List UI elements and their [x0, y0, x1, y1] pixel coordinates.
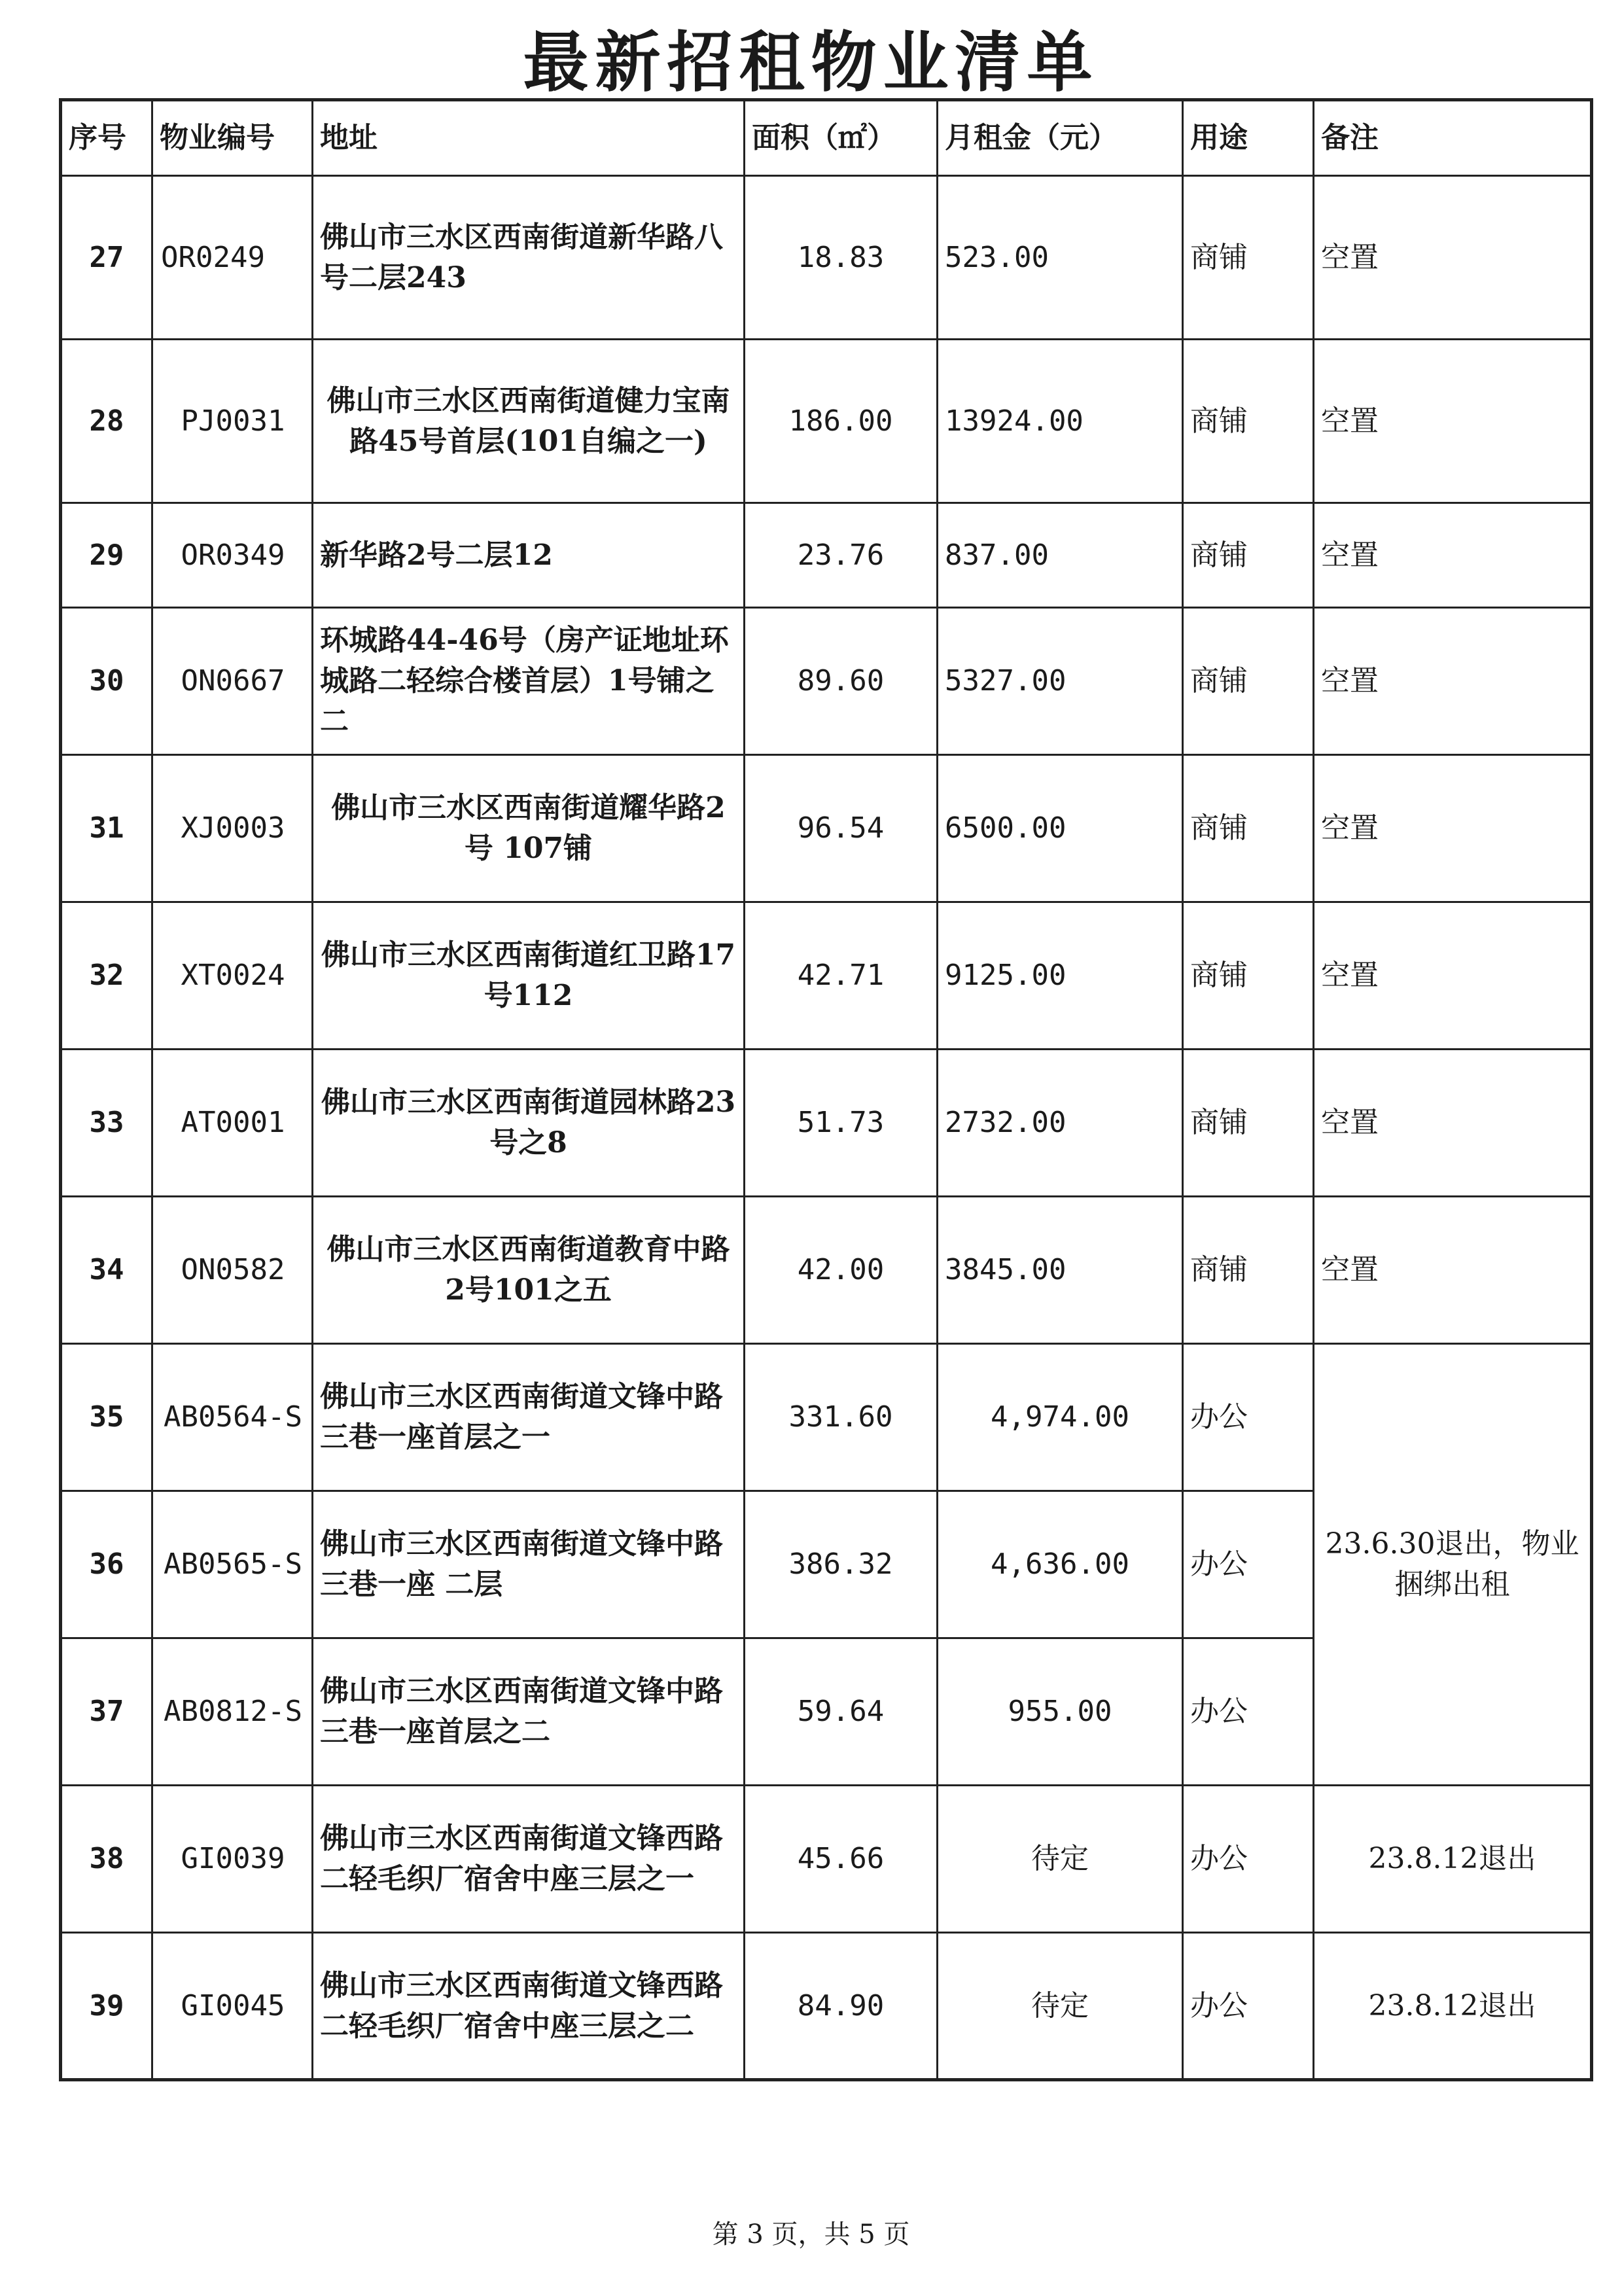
row-no: 37 [61, 1638, 152, 1786]
row-no: 34 [61, 1197, 152, 1344]
row-note: 空置 [1314, 1197, 1592, 1344]
row-area: 186.00 [745, 340, 938, 503]
table-row [61, 1197, 1592, 1344]
row-no: 30 [61, 608, 152, 755]
table-row [61, 340, 1592, 503]
row-use: 商铺 [1183, 340, 1314, 503]
row-note: 空置 [1314, 608, 1592, 755]
page-title: 最新招租物业清单 [523, 24, 1099, 101]
row-no: 28 [61, 340, 152, 503]
header-area: 面积（㎡） [745, 100, 938, 176]
row-rent: 13924.00 [938, 340, 1183, 503]
row-area: 18.83 [745, 176, 938, 340]
row-use: 办公 [1183, 1491, 1314, 1638]
row-code: AB0812-S [152, 1638, 313, 1786]
row-area: 23.76 [745, 503, 938, 608]
row-rent: 待定 [938, 1933, 1183, 2080]
row-no: 35 [61, 1344, 152, 1491]
row-note: 23.8.12退出 [1314, 1786, 1592, 1933]
row-use: 办公 [1183, 1638, 1314, 1786]
row-note: 空置 [1314, 176, 1592, 340]
row-use: 商铺 [1183, 176, 1314, 340]
header-use: 用途 [1183, 100, 1314, 176]
header-rent: 月租金（元） [938, 100, 1183, 176]
table-header-row [61, 100, 1592, 176]
row-rent: 523.00 [938, 176, 1183, 340]
table-row [61, 608, 1592, 755]
row-use: 商铺 [1183, 1197, 1314, 1344]
row-address: 佛山市三水区西南街道文锋中路三巷一座首层之二 [313, 1638, 745, 1786]
row-address: 佛山市三水区西南街道红卫路17号112 [313, 902, 745, 1050]
page-number: 第 3 页，共 5 页 [712, 2219, 910, 2250]
row-no: 38 [61, 1786, 152, 1933]
row-area: 331.60 [745, 1344, 938, 1491]
row-rent: 9125.00 [938, 902, 1183, 1050]
row-note: 空置 [1314, 503, 1592, 608]
row-code: GI0045 [152, 1933, 313, 2080]
row-no: 39 [61, 1933, 152, 2080]
row-address: 佛山市三水区西南街道新华路八号二层243 [313, 176, 745, 340]
row-area: 96.54 [745, 755, 938, 902]
row-no: 36 [61, 1491, 152, 1638]
row-use: 商铺 [1183, 503, 1314, 608]
row-rent: 6500.00 [938, 755, 1183, 902]
row-address: 佛山市三水区西南街道文锋中路三巷一座首层之一 [313, 1344, 745, 1491]
row-area: 42.71 [745, 902, 938, 1050]
row-area: 51.73 [745, 1050, 938, 1197]
row-use: 办公 [1183, 1933, 1314, 2080]
row-address: 新华路2号二层12 [313, 503, 745, 608]
row-no: 31 [61, 755, 152, 902]
row-code: OR0349 [152, 503, 313, 608]
row-note: 空置 [1314, 902, 1592, 1050]
row-use: 商铺 [1183, 902, 1314, 1050]
row-address: 佛山市三水区西南街道教育中路2号101之五 [313, 1197, 745, 1344]
table-row [61, 176, 1592, 340]
row-address: 环城路44-46号（房产证地址环城路二轻综合楼首层）1号铺之二 [313, 608, 745, 755]
row-no: 27 [61, 176, 152, 340]
header-note: 备注 [1314, 100, 1592, 176]
row-rent: 4,636.00 [938, 1491, 1183, 1638]
header-no: 序号 [61, 100, 152, 176]
property-table [59, 98, 1593, 2081]
row-area: 89.60 [745, 608, 938, 755]
header-address: 地址 [313, 100, 745, 176]
row-code: OR0249 [152, 176, 313, 340]
row-code: ON0667 [152, 608, 313, 755]
row-use: 商铺 [1183, 1050, 1314, 1197]
row-code: AB0565-S [152, 1491, 313, 1638]
row-no: 32 [61, 902, 152, 1050]
row-area: 386.32 [745, 1491, 938, 1638]
table-row [61, 1050, 1592, 1197]
row-rent: 4,974.00 [938, 1344, 1183, 1491]
row-address: 佛山市三水区西南街道文锋西路二轻毛织厂宿舍中座三层之二 [313, 1933, 745, 2080]
table-row [61, 1786, 1592, 1933]
row-code: XT0024 [152, 902, 313, 1050]
row-no: 29 [61, 503, 152, 608]
row-rent: 2732.00 [938, 1050, 1183, 1197]
row-note: 空置 [1314, 1050, 1592, 1197]
row-address: 佛山市三水区西南街道园林路23号之8 [313, 1050, 745, 1197]
row-area: 84.90 [745, 1933, 938, 2080]
row-code: PJ0031 [152, 340, 313, 503]
table-row [61, 1344, 1592, 1491]
row-note: 空置 [1314, 755, 1592, 902]
table-row [61, 902, 1592, 1050]
row-rent: 待定 [938, 1786, 1183, 1933]
row-code: GI0039 [152, 1786, 313, 1933]
row-use: 商铺 [1183, 755, 1314, 902]
header-code: 物业编号 [152, 100, 313, 176]
row-address: 佛山市三水区西南街道文锋西路二轻毛织厂宿舍中座三层之一 [313, 1786, 745, 1933]
table-row [61, 503, 1592, 608]
row-area: 42.00 [745, 1197, 938, 1344]
row-area: 59.64 [745, 1638, 938, 1786]
row-rent: 837.00 [938, 503, 1183, 608]
row-use: 办公 [1183, 1786, 1314, 1933]
merged-note: 23.6.30退出，物业捆绑出租 [1314, 1344, 1592, 1786]
row-address: 佛山市三水区西南街道健力宝南路45号首层(101自编之一) [313, 340, 745, 503]
row-code: AB0564-S [152, 1344, 313, 1491]
table-row [61, 755, 1592, 902]
row-address: 佛山市三水区西南街道耀华路2号 107铺 [313, 755, 745, 902]
row-code: ON0582 [152, 1197, 313, 1344]
row-code: XJ0003 [152, 755, 313, 902]
row-code: AT0001 [152, 1050, 313, 1197]
row-no: 33 [61, 1050, 152, 1197]
table-row [61, 1933, 1592, 2080]
row-area: 45.66 [745, 1786, 938, 1933]
row-rent: 5327.00 [938, 608, 1183, 755]
row-note: 空置 [1314, 340, 1592, 503]
row-rent: 3845.00 [938, 1197, 1183, 1344]
row-address: 佛山市三水区西南街道文锋中路三巷一座 二层 [313, 1491, 745, 1638]
row-use: 商铺 [1183, 608, 1314, 755]
row-note: 23.8.12退出 [1314, 1933, 1592, 2080]
row-use: 办公 [1183, 1344, 1314, 1491]
row-rent: 955.00 [938, 1638, 1183, 1786]
